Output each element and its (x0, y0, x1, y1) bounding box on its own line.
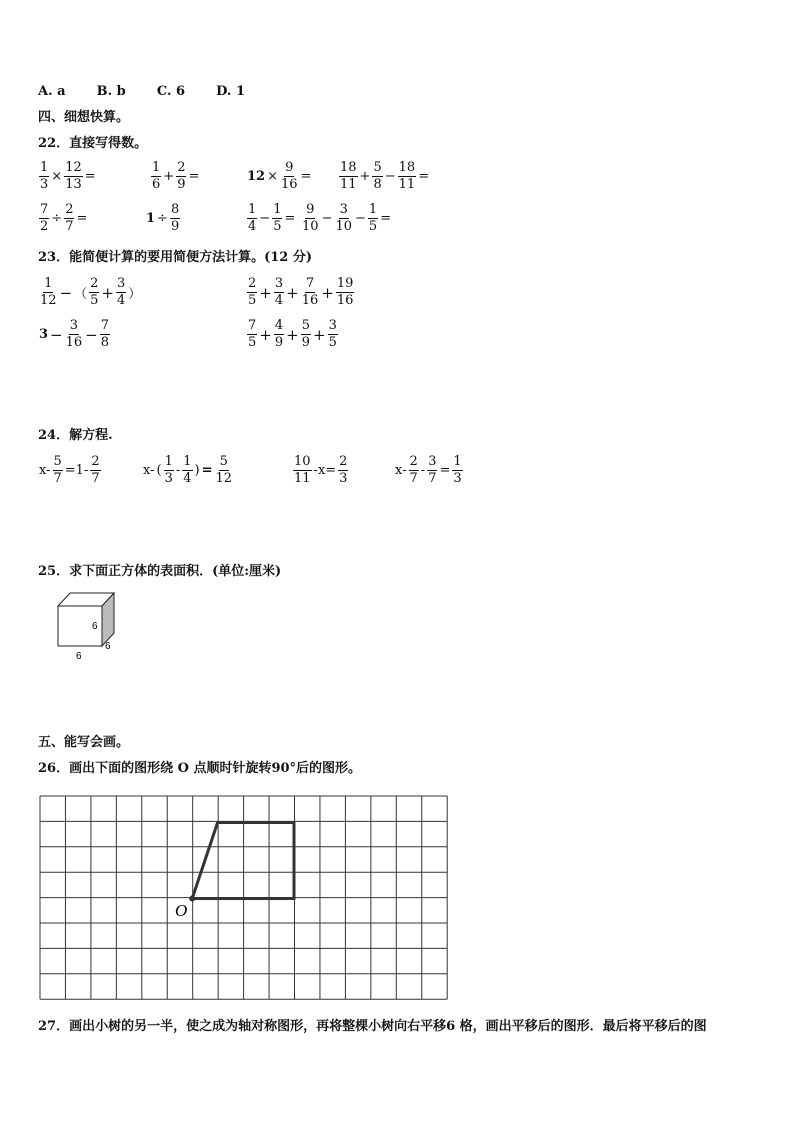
q25-title: 25．求下面正方体的表面积．(单位:厘米) (38, 564, 282, 579)
section-5-heading: 五、能写会画。 (38, 735, 130, 750)
q23-item-2: 2 5 + $\frac{3}{4}$ + $\frac{7}{16}$ + $\frac{19}{16}$ (248, 276, 354, 308)
rotation-grid (30, 785, 460, 1010)
q22-item-3: 12 × $\frac{9}{16}$ = (247, 160, 312, 192)
point-o-label: O (175, 901, 188, 920)
q22-item-6: 1 ÷ $\frac{8}{9}$ (146, 202, 180, 234)
cube-label-front: 6 (92, 621, 98, 632)
cube-label-bottom: 6 (76, 651, 82, 662)
q22-item-2: 1 6 + $\frac{2}{9}$ = (152, 160, 200, 192)
option-a: A. a (38, 84, 66, 99)
cube-label-side: 6 (105, 641, 111, 652)
option-b: B. b (96, 84, 126, 99)
q23-item-1: 1 12 − （ 2 5 + $\frac{3}{4}$ ） (40, 276, 142, 308)
cube-figure (50, 588, 130, 668)
q24-equation-2: x- ( 1 3 - 1 4 ) = $\frac{5}{12}$ (143, 454, 233, 486)
answer-options (38, 84, 245, 100)
option-d: D. 1 (216, 84, 246, 99)
q22-item-5: $\frac{7}{2}$ ÷ $\frac{2}{7}$ = (40, 202, 88, 234)
q22-item-8: 9 10 − $\frac{3}{10}$ − $\frac{1}{5}$ = (302, 202, 392, 234)
q24-equation-4: x- 2 7 - $\frac{3}{7}$ = $\frac{1}{3}$ (395, 454, 462, 486)
q22-item-1: $\frac{1}{3}$ × $\frac{12}{13}$ = (40, 160, 96, 192)
q22-title: 22．直接写得数。 (38, 136, 148, 151)
q23-item-3: 3 − $\frac{3}{16}$ − $\frac{7}{8}$ (39, 318, 110, 350)
q22-item-4: 18 11 + $\frac{5}{8}$ − $\frac{18}{11}$ = (340, 160, 430, 192)
q24-title: 24．解方程. (38, 428, 113, 443)
section-4-heading: 四、细想快算。 (38, 110, 130, 125)
q27-title: 27．画出小树的另一半，使之成为轴对称图形，再将整棵小树向右平移6 格，画出平移后的图形．最后将平移后的图 (38, 1019, 707, 1034)
q24-equation-1: x- $\frac{5}{7}$ =1- 2 7 (39, 454, 100, 486)
q26-title: 26．画出下面的图形绕 O 点顺时针旋转90°后的图形。 (38, 761, 362, 776)
point-o (189, 896, 195, 902)
option-c: C. 6 (156, 84, 186, 99)
q22-item-7: 1 4 − $\frac{1}{5}$ = (248, 202, 296, 234)
q24-equation-3: 10 11 -x= $\frac{2}{3}$ (294, 454, 348, 486)
q23-title: 23．能简便计算的要用简便方法计算。(12 分) (38, 250, 313, 265)
q23-item-4: 7 5 + $\frac{4}{9}$ + $\frac{5}{9}$ + $\frac{3}{5}$ (248, 318, 337, 350)
